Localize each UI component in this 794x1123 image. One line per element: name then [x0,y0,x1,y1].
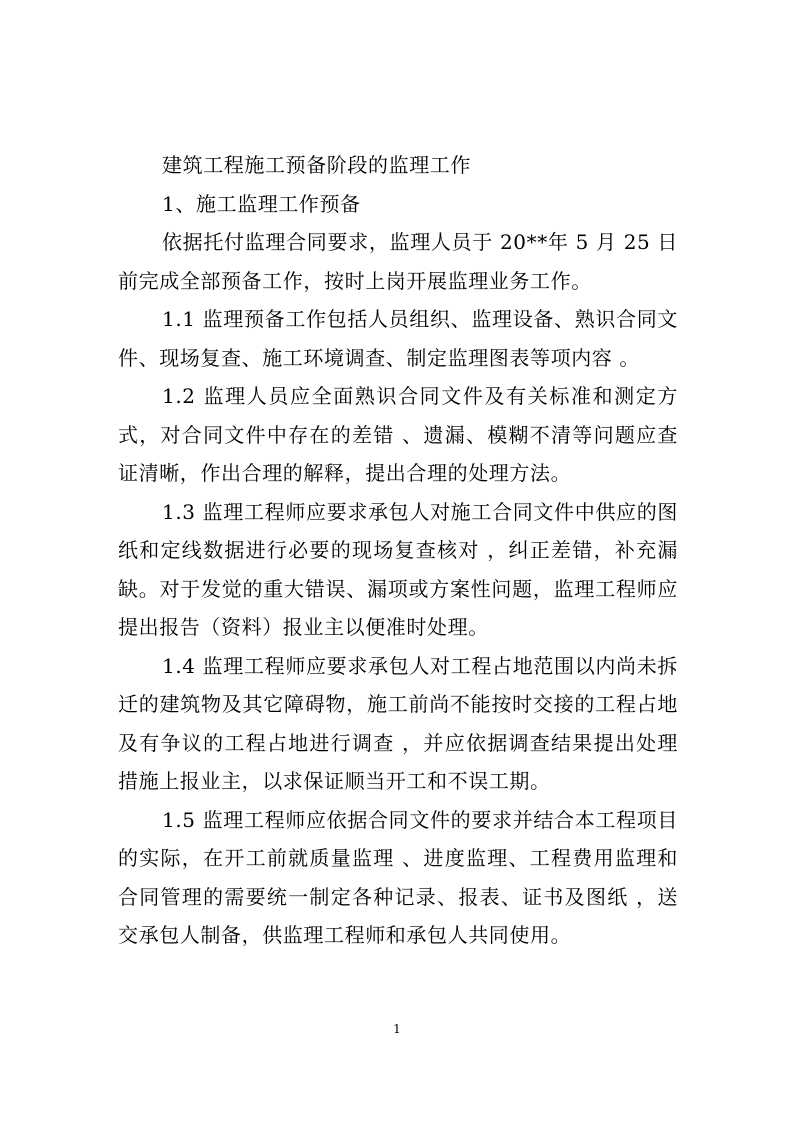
page-number: 1 [393,1022,401,1036]
item-paragraph-1-3: 1.3 监理工程师应要求承包人对施工合同文件中供应的图纸和定线数据进行必要的现场复查核对 ，纠正差错，补充漏缺。对于发觉的重大错误、漏项或方案性问题，监理工程师应提出报告（资料）报业主以便准时处理。 [118,499,678,639]
item-paragraph-1-4: 1.4 监理工程师应要求承包人对工程占地范围以内尚未拆迁的建筑物及其它障碍物，施工前尚不能按时交接的工程占地及有争议的工程占地进行调查 ，并应依据调查结果提出处理措施上报业主，以求保证顺当开工和不误工期。 [118,653,678,793]
item-paragraph-1-5: 1.5 监理工程师应依据合同文件的要求并结合本工程项目的实际，在开工前就质量监理 、进度监理、工程费用监理和合同管理的需要统一制定各种记录、报表、证书及图纸 ，送交承包人制备，供监理工程师和承包人共同使用。 [118,807,678,947]
document-body [118,146,678,955]
item-paragraph-1-2: 1.2 监理人员应全面熟识合同文件及有关标准和测定方式，对合同文件中存在的差错 、遗漏、模糊不清等问题应查证清晰，作出合理的解释，提出合理的处理方法。 [118,384,678,485]
document-title: 建筑工程施工预备阶段的监理工作 [162,153,471,177]
intro-paragraph: 依据托付监理合同要求，监理人员于 20**年 5 月 25 日前完成全部预备工作，按时上岗开展监理业务工作。 [118,230,678,293]
section-heading: 1、施工监理工作预备 [162,191,361,216]
item-paragraph-1-1: 1.1 监理预备工作包括人员组织、监理设备、熟识合同文件、现场复查、施工环境调查、制定监理图表等项内容 。 [118,307,678,370]
